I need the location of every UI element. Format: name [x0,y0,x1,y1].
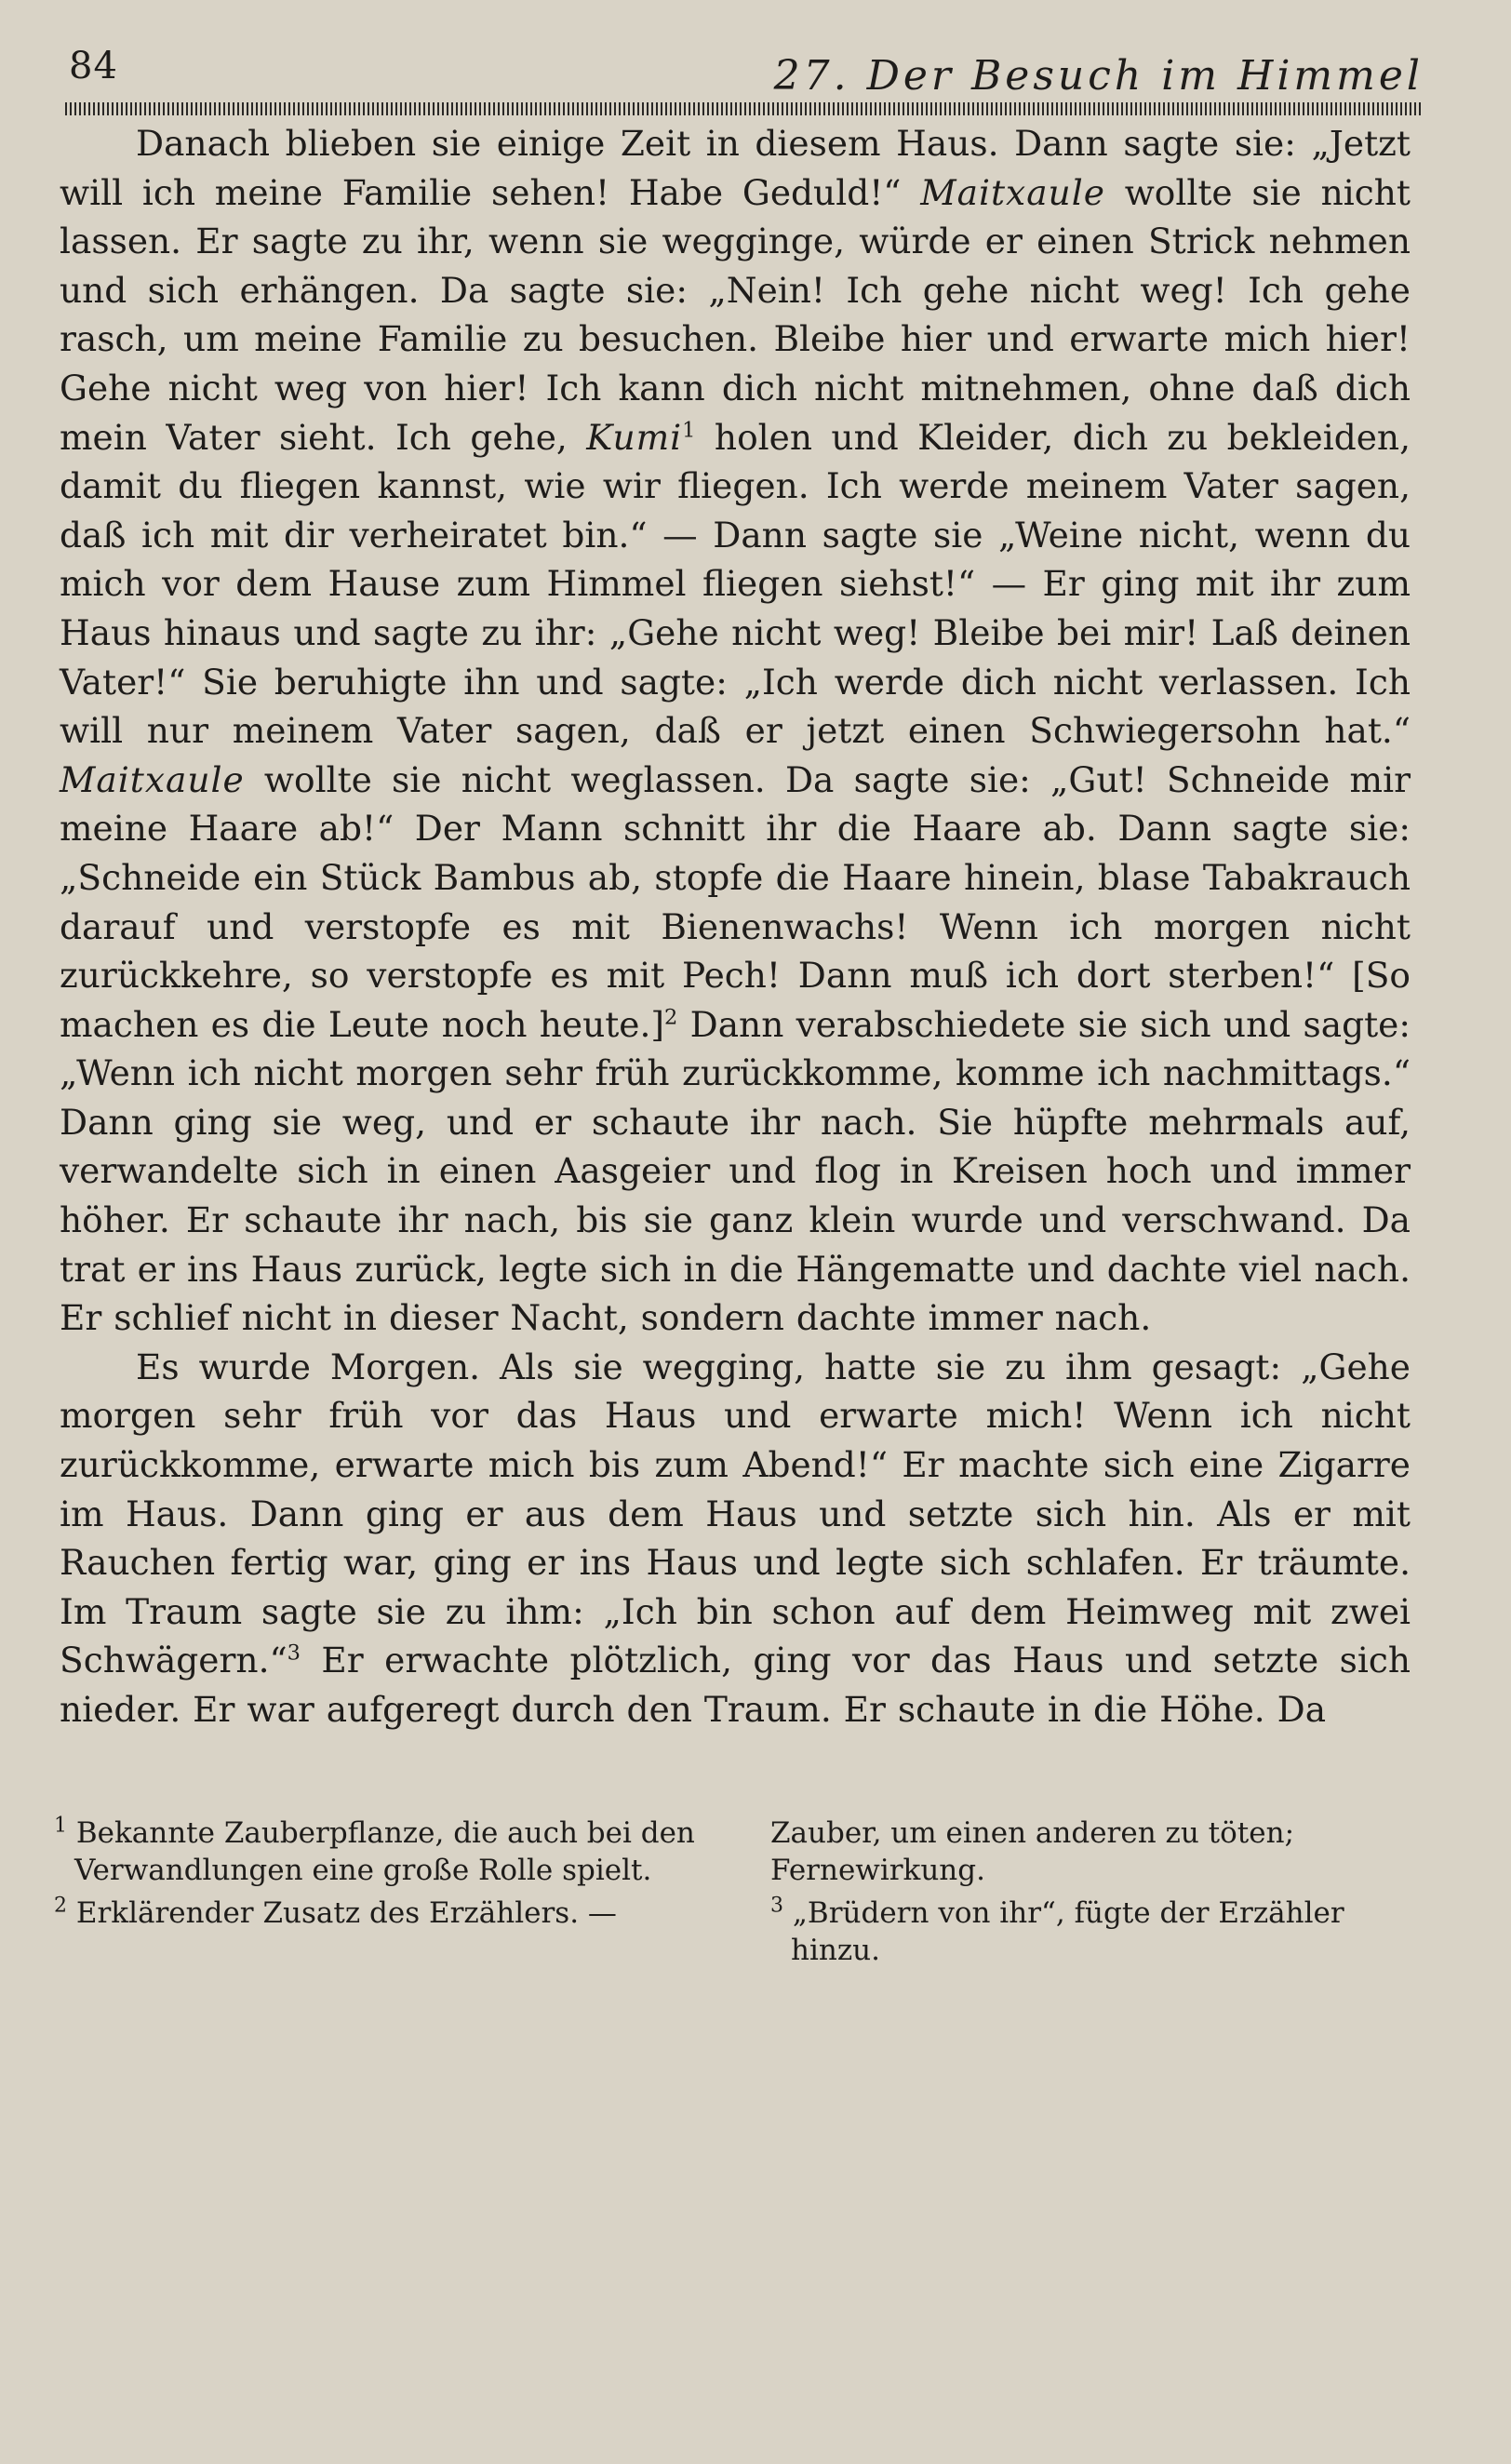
running-title: 27. Der Besuch im Himmel [773,52,1424,100]
page-header [65,45,1424,119]
footnotes [54,1815,1412,1975]
header-rule [65,102,1424,115]
page-number: 84 [69,45,118,87]
paragraph: Danach blieben sie einige Zeit in diesem Haus. Dann sagte sie: „Jetzt will ich meine Familie sehen! Habe Geduld!“ Maitxaule wollte sie nicht lassen. Er sagte zu ihr, wenn sie wegginge, würde er einen Strick nehmen und sich erhängen. Da sagte sie: „Nein! Ich gehe nicht weg! Ich gehe rasch, um meine Familie zu besuchen. Bleibe hier und erwarte mich hier! Gehe nicht weg von hier! Ich kann dich nicht mitnehmen, ohne daß dich mein Vater sieht. Ich gehe, Kumi$^1$ holen und Kleider, dich zu bekleiden, damit du fliegen kannst, wie wir fliegen. Ich werde meinem Vater sagen, daß ich mit dir verheiratet bin.“ — Dann sagte sie „Weine nicht, wenn du mich vor dem Hause zum Himmel fliegen siehst!“ — Er ging mit ihr zum Haus hinaus und sagte zu ihr: „Gehe nicht weg! Bleibe bei mir! Laß deinen Vater!“ Sie beruhigte ihn und sagte: „Ich werde dich nicht verlassen. Ich will nur meinem Vater sagen, daß er jetzt einen Schwiegersohn hat.“ Maitxaule wollte sie nicht weglassen. Da sagte sie: „Gut! Schneide mir meine Haare ab!“ Der Mann schnitt ihr die Haare ab. Dann sagte sie: „Schneide ein Stück Bambus ab, stopfe die Haare hinein, blase Tabakrauch darauf und verstopfe es mit Bienenwachs! Wenn ich morgen nicht zurückkehre, so verstopfe es mit Pech! Dann muß ich dort sterben!“ [So machen es die Leute noch heute.]$^2$ Dann verabschiedete sie sich und sagte: „Wenn ich nicht morgen sehr früh zurückkomme, komme ich nachmittags.“ Dann ging sie weg, und er schaute ihr nach. Sie hüpfte mehrmals auf, verwandelte sich in einen Aasgeier und flog in Kreisen hoch und immer höher. Er schaute ihr nach, bis sie ganz klein wurde und verschwand. Da trat er ins Haus zurück, legte sich in die Hängematte und dachte viel nach. Er schlief nicht in dieser Nacht, sondern dachte immer nach. [60,123,1411,1339]
body-text [60,119,1411,1734]
footnote-2-continued: Zauber, um einen anderen zu töten; Fernewirkung. [770,1816,1295,1887]
paragraph: Es wurde Morgen. Als sie wegging, hatte sie zu ihm gesagt: „Gehe morgen sehr früh vor das Haus und erwarte mich! Wenn ich nicht zurückkomme, erwarte mich bis zum Abend!“ Er machte sich eine Zigarre im Haus. Dann ging er aus dem Haus und setzte sich hin. Als er mit Rauchen fertig war, ging er ins Haus und legte sich schlafen. Er träumte. Im Traum sagte sie zu ihm: „Ich bin schon auf dem Heimweg mit zwei Schwägern.“$^3$ Er erwachte plötzlich, ging vor das Haus und setzte sich nieder. Er war aufgeregt durch den Traum. Er schaute in die Höhe. Da [60,1346,1411,1730]
footnote-ref-3[interactable]: 3 [287,1640,301,1666]
footnote-2: $^2$ Erklärender Zusatz des Erzählers. — [54,1894,617,1930]
footnote-3: $^3$ „Brüdern von ihr“, fügte der Erzähler hinzu. [770,1894,1344,1967]
footnote-column-left [54,1815,705,1975]
footnote-ref-2[interactable]: 2 [664,1005,678,1030]
character-name: Maitxaule [920,171,1105,213]
character-name: Maitxaule [60,758,245,800]
plant-name: Kumi [586,416,683,458]
footnote-column-right [770,1815,1412,1975]
footnote-1: $^1$ Bekannte Zauberpflanze, die auch bei den Verwandlungen eine große Rolle spielt. [54,1814,695,1887]
footnote-ref-1[interactable]: 1 [682,418,696,443]
